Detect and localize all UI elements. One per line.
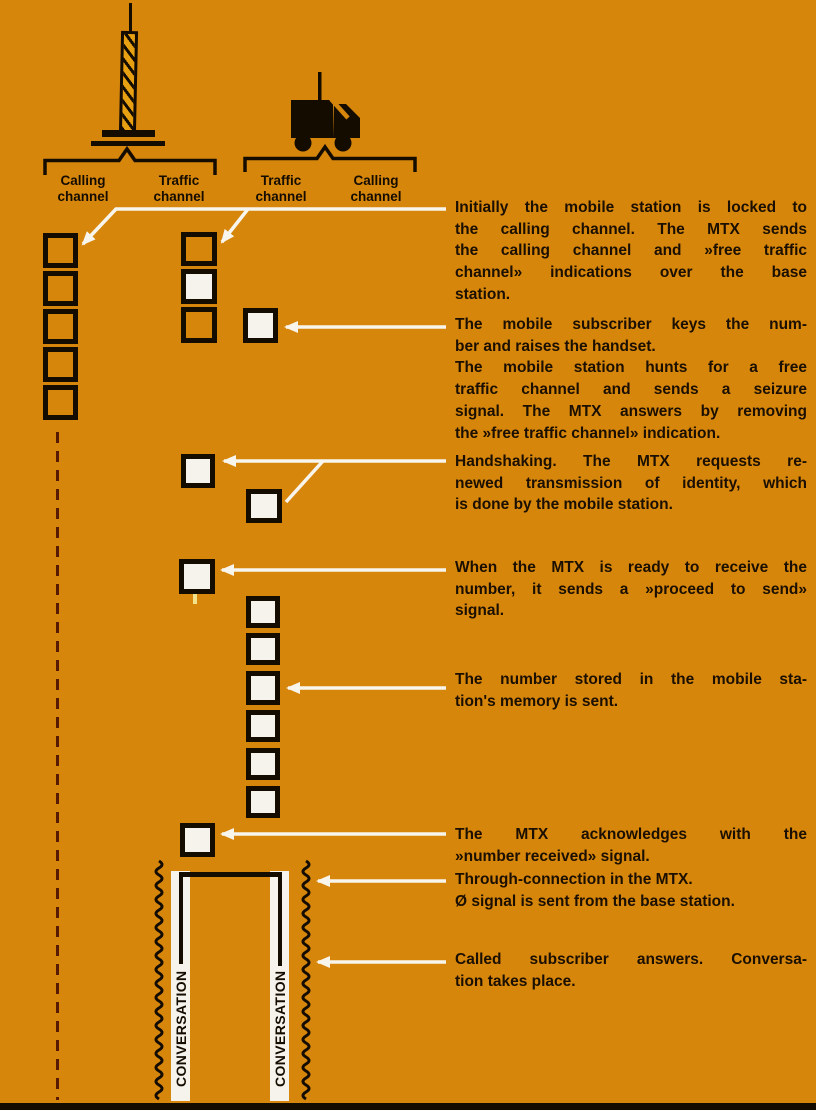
zigzag-right: [303, 861, 309, 1099]
annotation-line: Handshaking. The MTX requests re-: [455, 453, 807, 470]
annotation-paragraph: [455, 314, 807, 444]
annotation-paragraph: [455, 451, 807, 516]
callout-line-locked-mobile: [222, 209, 248, 242]
annotation-paragraph: [455, 869, 807, 912]
annotation-line: Initially the mobile station is locked to: [455, 199, 807, 216]
annotation-line: The mobile station hunts for a free: [455, 359, 807, 377]
annotation-line: Through-connection in the MTX.: [455, 871, 693, 888]
annotation-line: signal. The MTX answers by removing: [455, 402, 807, 420]
annotation-line: ber and raises the handset.: [455, 337, 656, 355]
annotation-line: number, it sends a »proceed to send»: [455, 580, 807, 598]
annotation-line: traffic channel and sends a seizure: [455, 381, 807, 399]
annotation-line: »number received» signal.: [455, 847, 650, 865]
mobile-channel-bracket: [245, 147, 415, 172]
annotation-line: the »free traffic channel» indication.: [455, 424, 721, 442]
annotation-line: The number stored in the mobile sta-: [455, 671, 807, 688]
conversation-label-left: CONVERSATION: [173, 970, 189, 1087]
annotation-line: When the MTX is ready to receive the: [455, 559, 807, 576]
annotation-paragraph: [455, 669, 807, 712]
channel-label-base-calling: Calling channel: [57, 173, 109, 204]
callout-branch-handshake: [286, 461, 323, 502]
annotation-line: newed transmission of identity, which: [455, 474, 807, 492]
annotation-paragraph: [455, 557, 807, 622]
annotation-paragraph: [455, 949, 807, 992]
annotation-line: Ø signal is sent from the base station.: [455, 892, 735, 910]
conversation-label-right: CONVERSATION: [272, 970, 288, 1087]
channel-label-mobile-calling: Calling channel: [350, 173, 402, 204]
annotation-line: The mobile subscriber keys the num-: [455, 316, 807, 333]
annotation-line: Called subscriber answers. Conversa-: [455, 951, 807, 968]
annotation-line: tion takes place.: [455, 972, 576, 990]
annotation-paragraph: [455, 197, 807, 306]
annotation-line: The MTX acknowledges with the: [455, 826, 807, 843]
channel-label-base-traffic: Traffic channel: [153, 173, 205, 204]
annotation-line: the calling channel. The MTX sends: [455, 220, 807, 238]
channel-label-mobile-traffic: Traffic channel: [255, 173, 307, 204]
annotation-line: channel» indications over the base: [455, 264, 807, 282]
annotation-paragraph: [455, 824, 807, 867]
annotation-line: signal.: [455, 602, 505, 620]
annotation-line: tion's memory is sent.: [455, 692, 619, 710]
base-channel-bracket: [45, 149, 215, 175]
annotation-line: the calling channel and »free traffic: [455, 242, 807, 260]
zigzag-left: [156, 861, 162, 1099]
annotation-line: station.: [455, 285, 511, 303]
callout-line-locked-base: [83, 209, 446, 244]
annotation-line: is done by the mobile station.: [455, 496, 673, 514]
